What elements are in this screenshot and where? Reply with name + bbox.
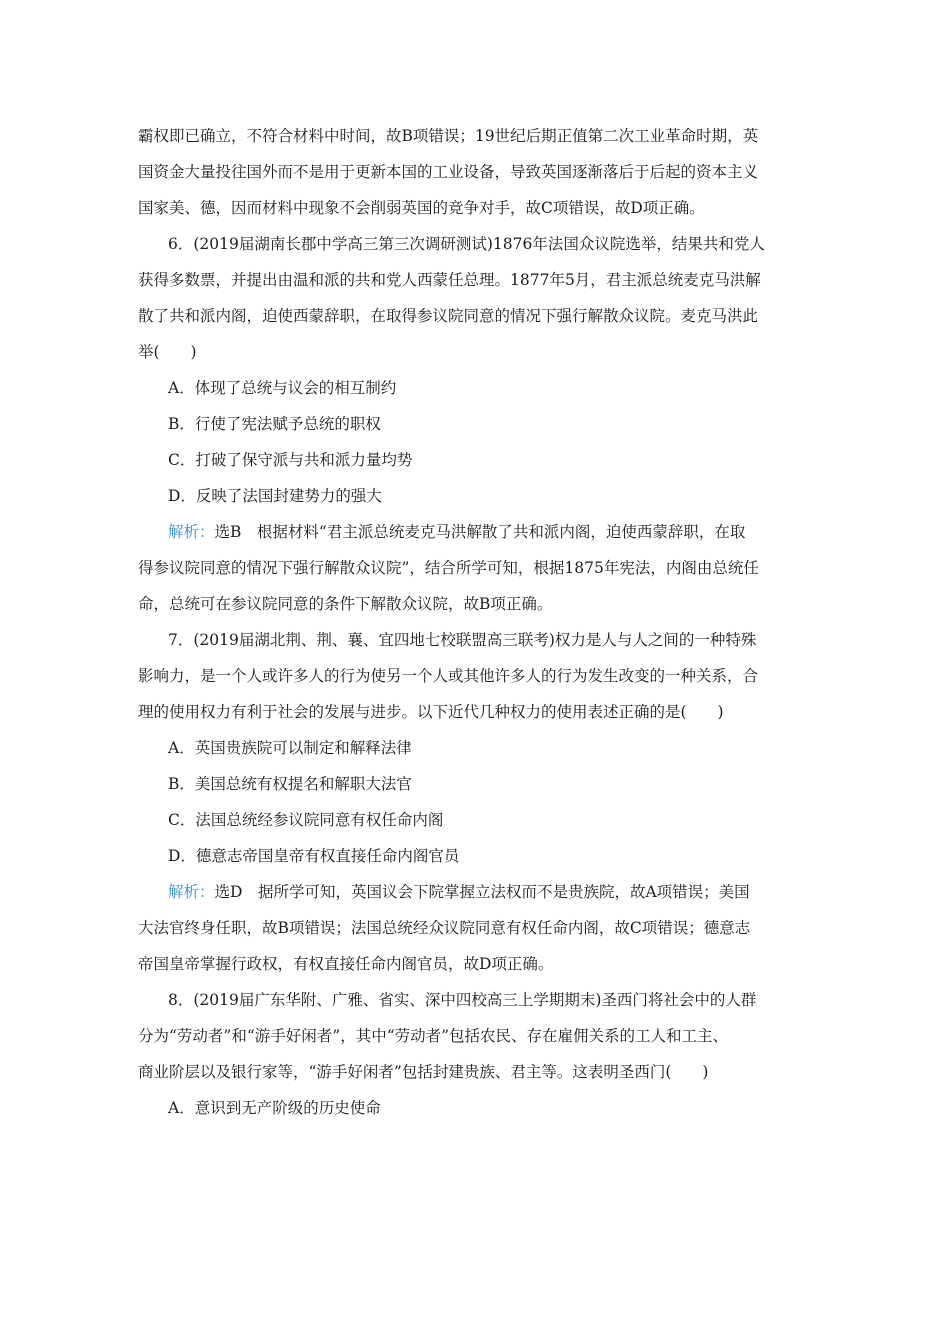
analysis-label: 解析：	[168, 523, 215, 541]
analysis-line: 帝国皇帝掌握行政权，有权直接任命内阁官员，故D项正确。	[138, 955, 554, 973]
option-a: A．体现了总统与议会的相互制约	[168, 379, 397, 397]
question-8	[138, 982, 818, 1126]
analysis-line: 大法官终身任职，故B项错误；法国总统经众议院同意有权任命内阁，故C项错误；德意志	[138, 919, 751, 937]
question-stem-line: 理的使用权力有利于社会的发展与进步。以下近代几种权力的使用表述正确的是( )	[138, 703, 724, 721]
analysis-text: 选D 据所学可知，英国议会下院掌握立法权而不是贵族院，故A项错误；美国	[214, 883, 750, 901]
question-stem-line: 获得多数票，并提出由温和派的共和党人西蒙任总理。1877年5月，君主派总统麦克马洪解	[138, 271, 761, 289]
analysis-label: 解析：	[168, 883, 215, 901]
option-b: B．行使了宪法赋予总统的职权	[168, 415, 381, 433]
page-content	[138, 118, 818, 1126]
question-stem-line: 7．(2019届湖北荆、荆、襄、宜四地七校联盟高三联考)权力是人与人之间的一种特殊	[168, 631, 757, 649]
question-stem-line: 6．(2019届湖南长郡中学高三第三次调研测试)1876年法国众议院选举，结果共和党人	[168, 235, 765, 253]
text-line: 国资金大量投往国外而不是用于更新本国的工业设备，导致英国逐渐落后于后起的资本主义	[138, 163, 759, 181]
text-line: 霸权即已确立，不符合材料中时间，故B项错误；19世纪后期正值第二次工业革命时期，英	[138, 127, 759, 145]
question-stem-line: 举( )	[138, 343, 197, 361]
question-stem-line: 8．(2019届广东华附、广雅、省实、深中四校高三上学期期末)圣西门将社会中的人群	[168, 991, 757, 1009]
question-stem-line: 影响力，是一个人或许多人的行为使另一个人或其他许多人的行为发生改变的一种关系，合	[138, 667, 759, 685]
question-stem-line: 商业阶层以及银行家等，“游手好闲者”包括封建贵族、君主等。这表明圣西门( )	[138, 1063, 709, 1081]
option-b: B．美国总统有权提名和解职大法官	[168, 775, 412, 793]
analysis-line: 命，总统可在参议院同意的条件下解散众议院，故B项正确。	[138, 595, 553, 613]
analysis-first-line	[138, 874, 818, 910]
analysis-first-line	[138, 514, 818, 550]
option-c: C．打破了保守派与共和派力量均势	[168, 451, 413, 469]
text-line: 国家美、德，因而材料中现象不会削弱英国的竞争对手，故C项错误，故D项正确。	[138, 199, 705, 217]
option-a: A．意识到无产阶级的历史使命	[168, 1099, 381, 1117]
analysis-line: 得参议院同意的情况下强行解散众议院”，结合所学可知，根据1875年宪法，内阁由总统任	[138, 559, 759, 577]
option-d: D．德意志帝国皇帝有权直接任命内阁官员	[168, 847, 460, 865]
option-c: C．法国总统经参议院同意有权任命内阁	[168, 811, 444, 829]
question-7	[138, 622, 818, 982]
question-stem-line: 散了共和派内阁，迫使西蒙辞职，在取得参议院同意的情况下强行解散众议院。麦克马洪此	[138, 307, 759, 325]
q5-analysis-continuation	[138, 118, 818, 226]
option-d: D．反映了法国封建势力的强大	[168, 487, 382, 505]
question-6	[138, 226, 818, 622]
option-a: A．英国贵族院可以制定和解释法律	[168, 739, 412, 757]
question-stem-line: 分为“劳动者”和“游手好闲者”，其中“劳动者”包括农民、存在雇佣关系的工人和工主、	[138, 1027, 729, 1045]
analysis-text: 选B 根据材料“君主派总统麦克马洪解散了共和派内阁，迫使西蒙辞职，在取	[214, 523, 746, 541]
